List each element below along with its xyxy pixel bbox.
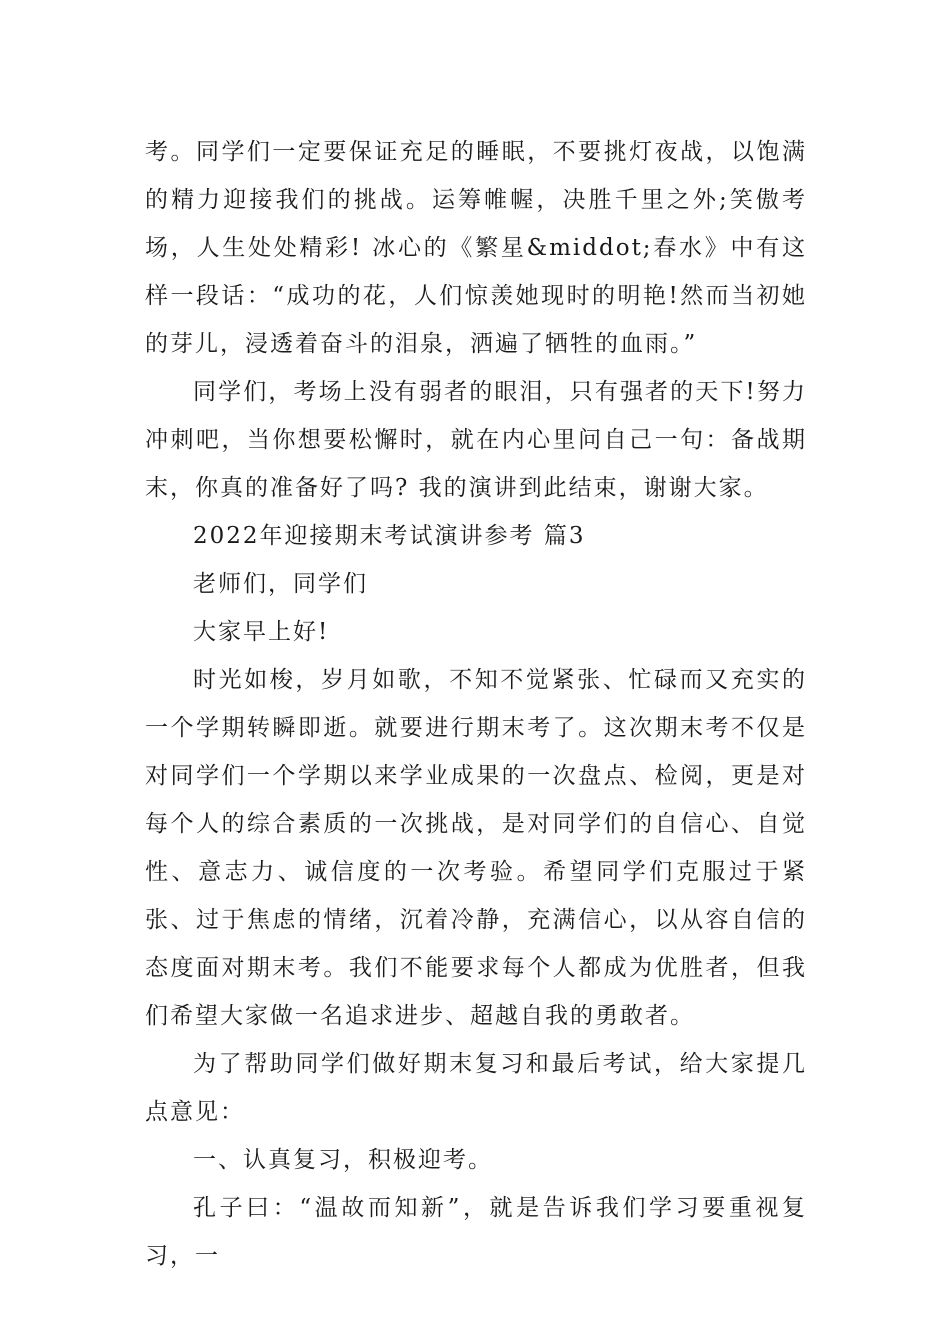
- advice-heading-1: 一、认真复习，积极迎考。: [193, 1147, 493, 1173]
- paragraph-continuation: 考。同学们一定要保证充足的睡眠，不要挑灯夜战，以饱满的精力迎接我们的挑战。运筹帷幄，决胜千里之外;笑傲考场，人生处处精彩! 冰心的《繁星&middot;春水》中有这样一段话：“成功的花，人们惊羡她现时的明艳!然而当初她的芽儿，浸透着奋斗的泪泉，洒遍了牺牲的血雨。”: [145, 139, 807, 357]
- paragraph-closing-remarks: 同学们，考场上没有弱者的眼泪，只有强者的天下!努力冲刺吧，当你想要松懈时，就在内心里问自己一句：备战期末，你真的准备好了吗? 我的演讲到此结束，谢谢大家。: [145, 379, 807, 501]
- paragraph-confucius: 孔子曰：“温故而知新”，就是告诉我们学习要重视复习，一: [145, 1195, 807, 1269]
- document-body: [145, 128, 807, 1280]
- paragraph-advice-intro: 为了帮助同学们做好期末复习和最后考试，给大家提几点意见：: [145, 1051, 807, 1125]
- salutation-line: 老师们，同学们: [193, 571, 368, 597]
- section-title: 2022年迎接期末考试演讲参考 篇3: [193, 523, 586, 549]
- greeting-line: 大家早上好!: [193, 619, 330, 645]
- paragraph-intro: 时光如梭，岁月如歌，不知不觉紧张、忙碌而又充实的一个学期转瞬即逝。就要进行期末考了。这次期末考不仅是对同学们一个学期以来学业成果的一次盘点、检阅，更是对每个人的综合素质的一次挑战，是对同学们的自信心、自觉性、意志力、诚信度的一次考验。希望同学们克服过于紧张、过于焦虑的情绪，沉着冷静，充满信心，以从容自信的态度面对期末考。我们不能要求每个人都成为优胜者，但我们希望大家做一名追求进步、超越自我的勇敢者。: [145, 667, 807, 1029]
